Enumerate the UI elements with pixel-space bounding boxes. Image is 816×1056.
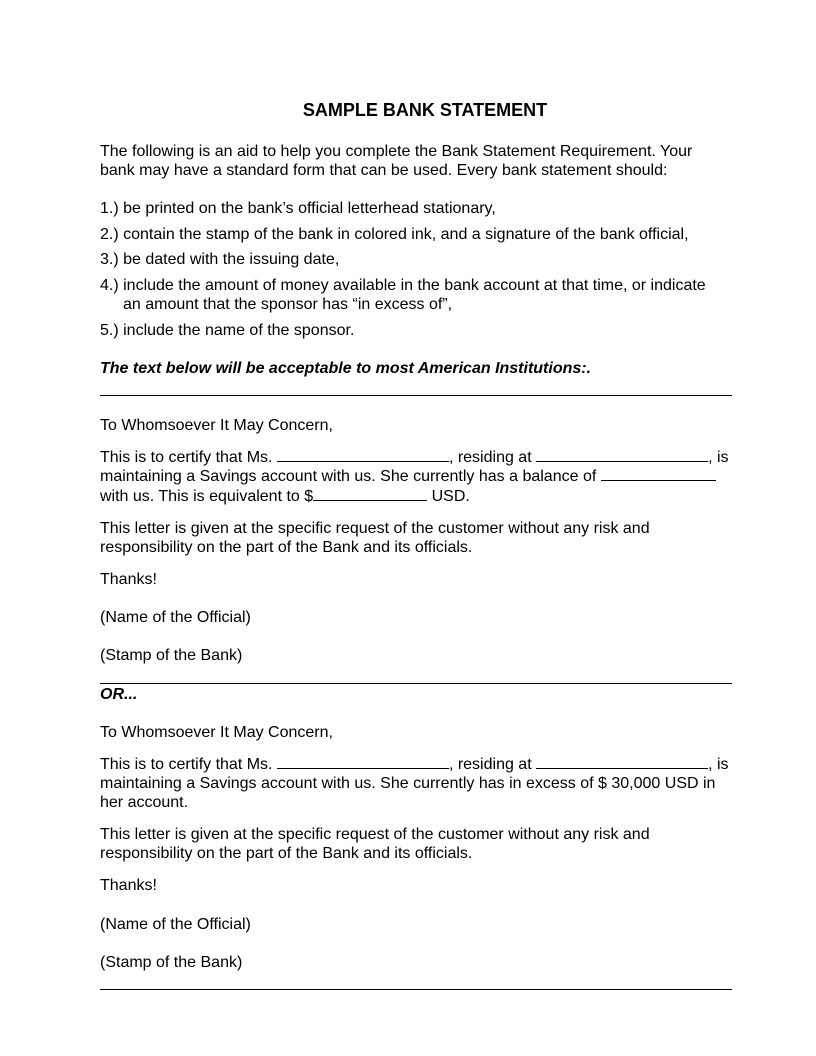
or-label: OR... — [100, 686, 138, 703]
letter2-residing-text: , residing at — [448, 756, 532, 773]
requirement-5: 5.) include the name of the sponsor. — [100, 322, 355, 339]
letter1-request-line-1: This letter is given at the specific request of the customer without any risk and — [100, 520, 650, 537]
letter2-request-line-2: responsibility on the part of the Bank and its officials. — [100, 845, 473, 862]
letter1-request-line-2: responsibility on the part of the Bank and its officials. — [100, 539, 473, 556]
requirement-3: 3.) be dated with the issuing date, — [100, 251, 340, 268]
letter2-official-name: (Name of the Official) — [100, 916, 251, 933]
document-title: SAMPLE BANK STATEMENT — [302, 100, 548, 120]
letter1-is-text: , is — [708, 449, 729, 466]
letter1-official-name: (Name of the Official) — [100, 609, 251, 626]
letter2-request-line-1: This letter is given at the specific request of the customer without any risk and — [100, 826, 650, 843]
requirement-2: 2.) contain the stamp of the bank in colored ink, and a signature of the bank official, — [100, 226, 689, 243]
letter1-equivalent-text: with us. This is equivalent to $ — [100, 488, 314, 505]
letter2-excess-line: maintaining a Savings account with us. She currently has in excess of $ 30,000 USD in — [100, 775, 716, 792]
letter1-balance-blank — [601, 467, 716, 481]
letter2-thanks: Thanks! — [100, 877, 157, 894]
letter2-is-text: , is — [708, 756, 729, 773]
letter2-certify-text: This is to certify that Ms. — [100, 756, 273, 773]
requirement-4: 4.) include the amount of money available in the bank account at that time, or indicate — [100, 277, 706, 294]
letter1-thanks: Thanks! — [100, 571, 157, 588]
letter1-bank-stamp: (Stamp of the Bank) — [100, 647, 243, 664]
letter1-salutation: To Whomsoever It May Concern, — [100, 417, 333, 434]
letter2-address-blank — [536, 755, 708, 769]
letter1-equivalent-line — [100, 487, 760, 507]
letter1-balance-text: maintaining a Savings account with us. She currently has a balance of — [100, 468, 597, 485]
letter2-name-blank — [277, 755, 449, 769]
letter1-usd-blank — [313, 487, 427, 501]
letter2-certify-line — [100, 755, 760, 775]
letter1-residing-text: , residing at — [448, 449, 532, 466]
intro-line-1: The following is an aid to help you complete the Bank Statement Requirement. Your — [100, 143, 693, 160]
separator-line — [100, 989, 732, 990]
letter1-certify-line — [100, 448, 760, 468]
intro-line-2: bank may have a standard form that can be used. Every bank statement should: — [100, 162, 668, 179]
requirement-1: 1.) be printed on the bank’s official letterhead stationary, — [100, 200, 496, 217]
separator-line — [100, 683, 732, 684]
letter1-name-blank — [277, 448, 449, 462]
letter1-usd-text: USD. — [431, 488, 470, 505]
letter2-salutation: To Whomsoever It May Concern, — [100, 724, 333, 741]
letter1-certify-text: This is to certify that Ms. — [100, 449, 273, 466]
requirement-4-continued: an amount that the sponsor has “in excess of”, — [123, 296, 453, 313]
separator-line — [100, 395, 732, 396]
letter1-balance-line — [100, 467, 760, 487]
letter2-bank-stamp: (Stamp of the Bank) — [100, 954, 243, 971]
acceptable-note: The text below will be acceptable to most American Institutions:. — [100, 360, 592, 377]
letter1-address-blank — [536, 448, 708, 462]
letter2-account-line: her account. — [100, 794, 189, 811]
